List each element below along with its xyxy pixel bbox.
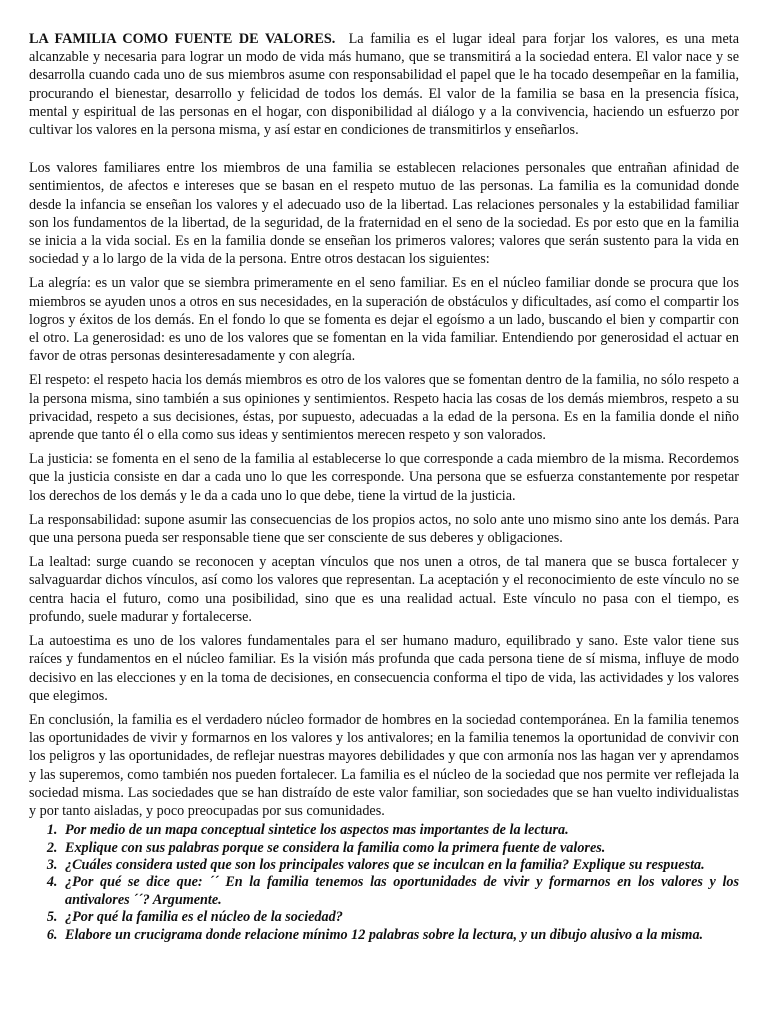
paragraph-conclusion: En conclusión, la familia es el verdadero núcleo formador de hombres en la sociedad contemporánea. En la familia tenemos las oportunidades de vivir y formarnos en los valores y los antivalores; en la familia tenemos la oportunidad de convivir con los peligros y las oportunidades, de reflejar nuestras mayores debilidades y que con armonía nos las hagan ver y aprendamos y las superemos, como también nos pueden fortalecer. La familia es el núcleo de la sociedad que nos permite ver reflejada la sociedad misma. Las sociedades que se han distraído de este valor familiar, son sociedades que se han vuelto individualistas y por tanto aisladas, y poco preocupadas por sus comunidades.: [29, 711, 739, 819]
question-item: 5. ¿Por qué la familia es el núcleo de la sociedad?: [61, 909, 739, 926]
paragraph-family-values: Los valores familiares entre los miembros de una familia se establecen relaciones personales que entrañan afinidad de sentimientos, de afectos e intereses que se basan en el respeto mutuo de las personas. La familia es la comunidad donde desde la infancia se enseñan los valores y el adecuado uso de la libertad. Las relaciones personales y la estabilidad familiar son los fundamentos de la libertad, de la seguridad, de la fraternidad en el seno de la sociedad. Es por esto que en la familia se inicia a la vida social. Es en la familia donde se enseñan los primeros valores; valores que serán sustento para la vida en sociedad y a lo largo de la vida de la persona. Entre otros destacan los siguientes:: [29, 160, 739, 268]
question-item: 2. Explique con sus palabras porque se considera la familia como la primera fuente de valores.: [61, 840, 739, 857]
paragraph-respect: El respeto: el respeto hacia los demás miembros es otro de los valores que se fomentan dentro de la familia, no sólo respeto a la persona misma, sino también a sus opiniones y sentimientos. Respeto hacia las cosas de los demás miembros, respeto a su privacidad, respeto a sus decisiones, éstas, por supuesto, adecuadas a la edad de la persona. Es en la familia donde el niño aprende que tanto él o ella como sus ideas y sentimientos merecen respeto y son valorados.: [29, 372, 739, 444]
intro-text: La familia es el lugar ideal para forjar los valores, es una meta alcanzable y necesaria para lograr un modo de vida más humano, que se transmitirá a la sociedad entera. El valor nace y se desarrolla cuando cada uno de sus miembros asume con responsabilidad el papel que le ha tocado desempeñar en la familia, procurando el bienestar, desarrollo y felicidad de todos los demás. El valor de la familia se basa en la presencia física, mental y espiritual de las personas en el hogar, con disponibilidad al diálogo y a la convivencia, haciendo un esfuerzo por cultivar los valores en la persona misma, y así estar en condiciones de transmitirlos y enseñarlos.: [29, 31, 740, 139]
paragraph-self-esteem: La autoestima es uno de los valores fundamentales para el ser humano maduro, equilibrado y sano. Este valor tiene sus raíces y fundamentos en el núcleo familiar. Es la visión más profunda que cada persona tiene de sí misma, influye de modo decisivo en las elecciones y en la toma de decisiones, en consecuencia conforma el tipo de vida, las actividades y los valores que elegimos.: [29, 633, 739, 704]
question-item: 6. Elabore un crucigrama donde relacione mínimo 12 palabras sobre la lectura, y un dibujo alusivo a la misma.: [61, 927, 739, 944]
paragraph-justice: La justicia: se fomenta en el seno de la familia al establecerse lo que corresponde a cada miembro de la misma. Recordemos que la justicia consiste en dar a cada uno lo que les corresponde. Una persona que se esfuerza constantemente por respetar los derechos de los demás y le da a cada uno lo que debe, tiene la virtud de la justicia.: [29, 451, 739, 504]
paragraph-joy: La alegría: es un valor que se siembra primeramente en el seno familiar. Es en el núcleo familiar donde se procura que los miembros se ayuden unos a otros en sus necesidades, en la superación de obstáculos y dificultades, así como el compartir los logros y éxitos de los demás. En el fondo lo que se fomenta es dejar el egoísmo a un lado, buscando el bien y compartir con el otro. La generosidad: es uno de los valores que se fomentan en la vida familiar. Entendiendo por generosidad el actuar en favor de otras personas desinteresadamente y con alegría.: [29, 275, 739, 365]
document-title: LA FAMILIA COMO FUENTE DE VALORES.: [29, 31, 336, 47]
questions-list: [29, 822, 739, 944]
paragraph-responsibility: La responsabilidad: supone asumir las consecuencias de los propios actos, no solo ante uno mismo sino ante los demás. Para que una persona pueda ser responsable tiene que ser consciente de sus deberes y obligaciones.: [29, 511, 739, 547]
intro-paragraph: [29, 30, 739, 139]
question-item: 4. ¿Por qué se dice que: ´´ En la familia tenemos las oportunidades de vivir y formarnos en los valores y los antivalores ´´? Argumente.: [61, 874, 739, 909]
question-item: 1. Por medio de un mapa conceptual sintetice los aspectos mas importantes de la lectura.: [61, 822, 739, 839]
question-item: 3. ¿Cuáles considera usted que son los principales valores que se inculcan en la familia? Explique su respuesta.: [61, 857, 739, 874]
paragraph-loyalty: La lealtad: surge cuando se reconocen y aceptan vínculos que nos unen a otros, de tal manera que se busca fortalecer y salvaguardar dichos vínculos, así como los valores que representan. La aceptación y el reconocimiento de este vínculo no se centra hacia el futuro, como una posibilidad, sino que es una realidad actual. Este vínculo no pasa con el tiempo, es profundo, suele madurar y fortalecerse.: [29, 554, 739, 625]
